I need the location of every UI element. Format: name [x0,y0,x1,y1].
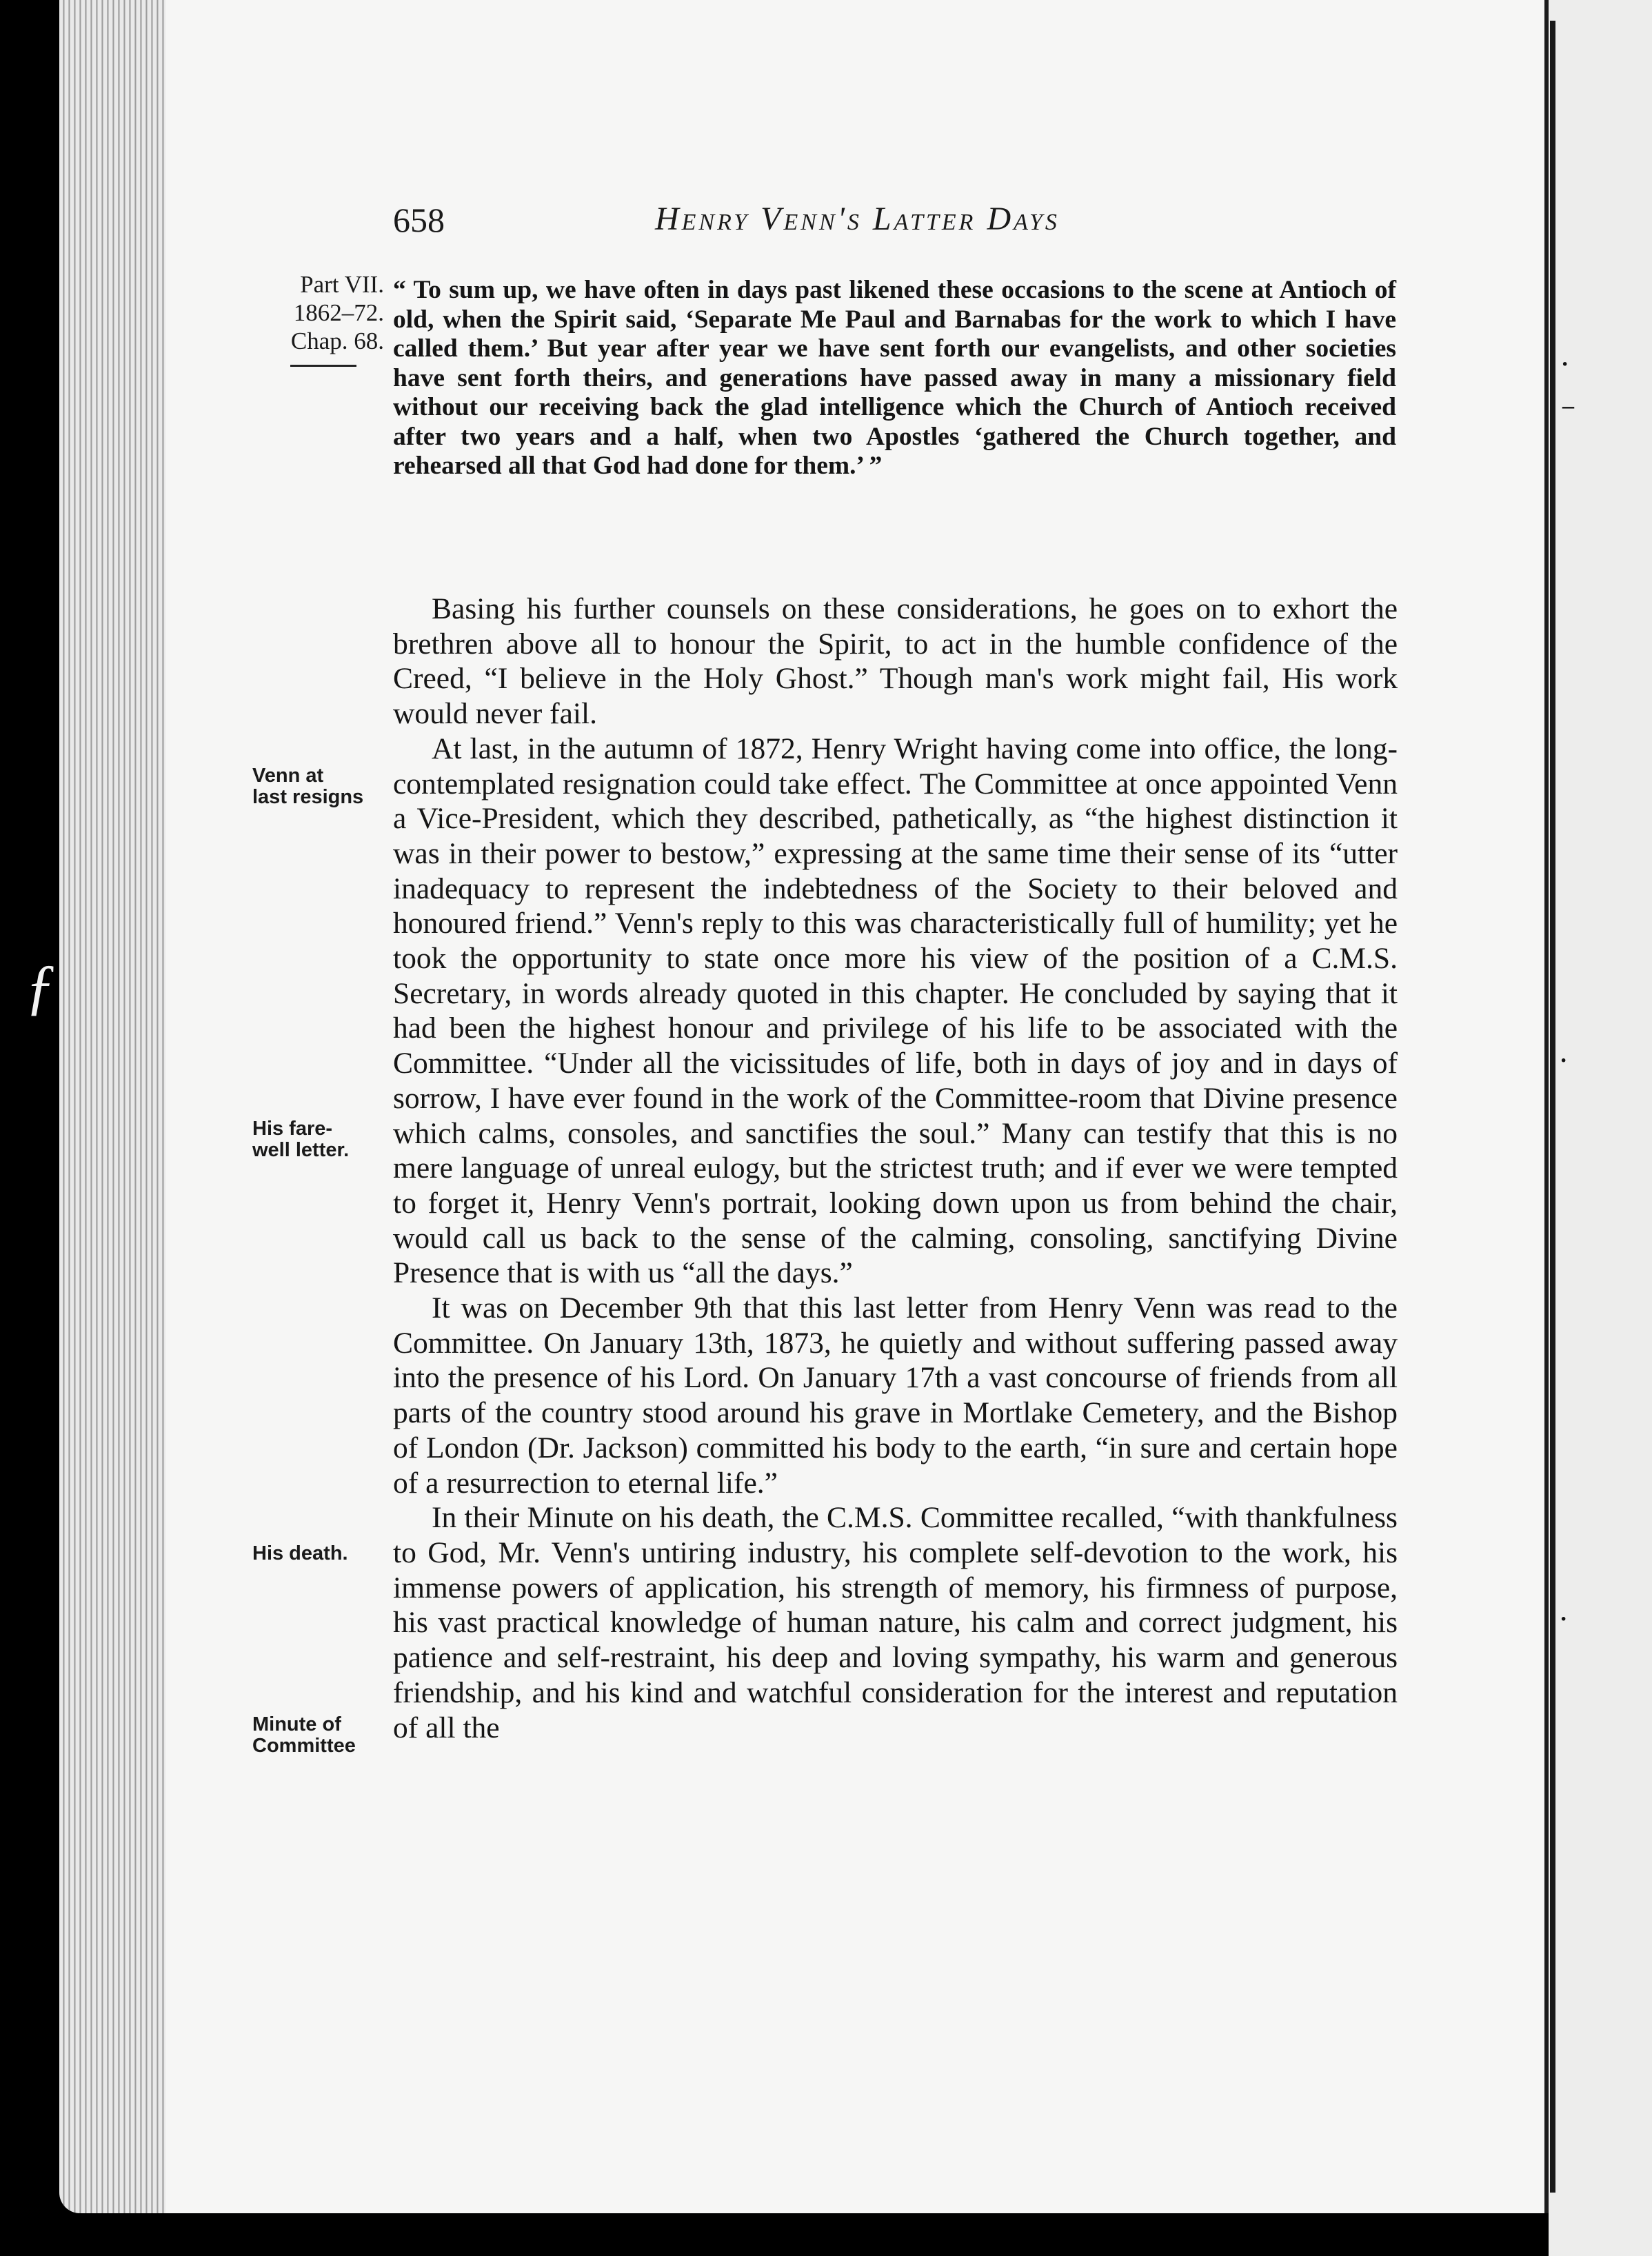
paragraph: It was on December 9th that this last letter from Henry Venn was read to the Committee. On January 13th, 1873, he quietly and without suffering passed away into the presence of his Lord. On January 17th a vast concourse of friends from all parts of the country stood around his grave in Mortlake Cemetery, and the Bishop of London (Dr. Jackson) committed his body to the earth, “in sure and certain hope of a resurrection to eternal life.” [393,1291,1398,1500]
side-note-resigns: Venn at last resigns [252,765,364,808]
paragraph: In their Minute on his death, the C.M.S. Committee recalled, “with thankfulness to God, Mr. Venn's untiring industry, his complete self-devotion to the work, his immense powers of application, his strength of memory, his firmness of purpose, his vast practical knowledge of human nature, his calm and correct judgment, his patience and self-restraint, his deep and loving sympathy, his warm and generous friendship, and his kind and watchful consideration for the interest and reputation of all the [393,1501,1398,1744]
page-number: 658 [393,201,445,239]
stray-mark: ƒ [25,953,56,1021]
side-note-farewell: His fare- well letter. [252,1118,350,1161]
paragraph: At last, in the autumn of 1872, Henry Wright having come into office, the long-contemplated resignation could take effect. The Committee at once appointed Venn a Vice-President, which they described, pathetically, as “the highest distinction it was in their power to bestow,” expressing at the same time their sense of its “utter inadequacy to represent the indebtedness of the Society to their beloved and honoured friend.” Venn's reply to this was characteristically full of humility; yet he took the opportunity to state once more his view of the position of a C.M.S. Secretary, in words already quoted in this chapter. He concluded by saying that it had been the highest honour and privilege of his life to be associated with the Committee. “Under all the vicissitudes of life, both in days of joy and in days of sorrow, I have ever found in the work of the Committee-room that Divine presence which calms, consoles, and sanctifies the soul.” Many can testify that this is no mere language of unreal eulogy, but the strictest truth; and if ever we were tempted to forget it, Henry Venn's portrait, looking down upon us from behind the chair, would call us back to the sense of the calming, consoling, sanctifying Divine Presence that is with us “all the days.” [393,732,1398,1290]
block-quote: “ To sum up, we have often in days past likened these occasions to the scene at Antioch of old, when the Spirit said, ‘Separate Me Paul and Barnabas for the work to which I have called them.’ But year after year we have sent forth our evangelists, and other societies have sent forth theirs, and generations have passed away in many a missionary field without our receiving back the glad intelligence which the Church of Antioch received after two years and a half, when two Apostles ‘gathered the Church together, and rehearsed all that God had done for them.’ ” [393,276,1396,480]
facing-page-mark: · [1560,1048,1568,1074]
facing-page-mark: · [1560,1607,1568,1632]
side-note-death: His death. [252,1542,348,1564]
paragraph: Basing his further counsels on these considerations, he goes on to exhort the brethren above all to honour the Spirit, to act in the humble confidence of the Creed, “I believe in the Holy Ghost.” Though man's work might fail, His work would never fail. [393,592,1398,731]
chapter-label: Chap. 68. [290,328,384,354]
side-note-minute: Minute of Committee [252,1713,356,1757]
facing-page-edge [1550,21,1555,2193]
margin-rule [290,365,356,367]
running-title: Henry Venn's Latter Days [655,201,1060,237]
running-head [393,200,1400,248]
facing-page [1549,0,1652,2256]
body-text [393,592,1398,1745]
page-edge-stack [59,0,177,2213]
part-label: Part VII. [300,271,384,298]
margin-reference [246,270,384,367]
facing-page-mark: – [1562,393,1574,419]
years-label: 1862–72. [293,299,384,326]
facing-page-mark: · [1561,352,1569,377]
